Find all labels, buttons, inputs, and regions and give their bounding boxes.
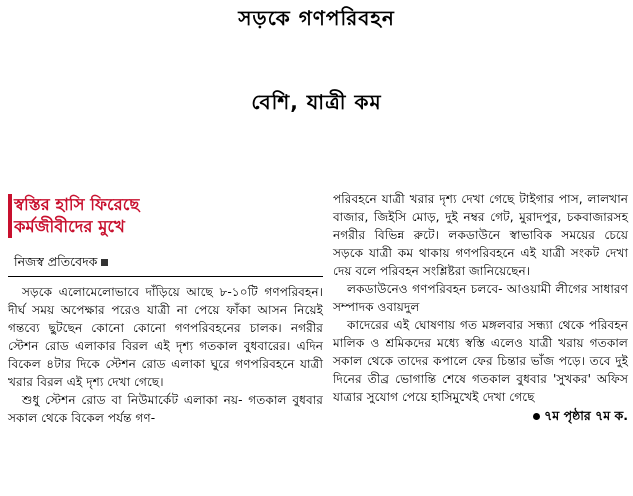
body-paragraph: কাদেরের এই ঘোষণায় গত মঙ্গলবার সন্ধ্যা থেকে পরিবহন মালিক ও শ্রমিকদের মধ্যে স্বস্তি এলেও যাত্রী খরায় গতকাল সকাল থেকে তাদের কপালে ফের চিন্তার ভাঁজ পড়ে। তবে দুই দিনের তীব্র ভোগান্তি শেষে গতকাল বুধবার 'সুখকর' অফিস যাত্রার সুযোগ পেয়ে হাসিমুখেই দেখা গেছে	[333, 318, 628, 404]
right-column	[333, 190, 628, 425]
byline	[8, 254, 323, 270]
body-paragraph: লকডাউনেও গণপরিবহন চলবে- আওয়ামী লীগের সাধারণ সম্পাদক ওবায়দুল	[333, 282, 628, 314]
byline-text: নিজস্ব প্রতিবেদক	[14, 254, 98, 269]
byline-divider	[8, 276, 323, 277]
headline-line-2: বেশি, যাত্রী কম	[251, 90, 382, 114]
left-column	[8, 190, 323, 427]
kicker	[8, 194, 323, 238]
kicker-line-2: কর্মজীবীদের মুখে	[14, 217, 125, 236]
headline-line-1: সড়কে গণপরিবহন	[238, 6, 395, 30]
kicker-line-1: স্বস্তির হাসি ফিরেছে	[14, 195, 140, 214]
kicker-accent-bar	[8, 194, 12, 238]
bullet-icon	[533, 413, 540, 420]
body-paragraph: সড়কে এলোমেলোভাবে দাঁড়িয়ে আছে ৮-১০টি গণপরিবহন। দীর্ঘ সময় অপেক্ষার পরেও যাত্রী না পেয়ে ফাঁকা আসন নিয়েই গন্তব্যে ছুটছেন কোনো কোনো গণপরিবহনের চালক। নগরীর স্টেশন রোড এলাকার বিরল এই দৃশ্য গতকাল বুধবারের। এদিন বিকেল ৪টার দিকে স্টেশন রোড এলাকা ঘুরে গণপরিবহনে যাত্রী খরার বিরল এই দৃশ্য দেখা গেছে।	[8, 285, 323, 389]
jump-text: ৭ম পৃষ্ঠার ৭ম ক.	[544, 408, 628, 423]
body-paragraph: শুধু স্টেশন রোড বা নিউমার্কেট এলাকা নয়- গতকাল বুধবার সকাল থেকে বিকেল পর্যন্ত গণ-	[8, 393, 323, 425]
body-paragraph: পরিবহনে যাত্রী খরার দৃশ্য দেখা গেছে টাইগার পাস, লালখান বাজার, জিইসি মোড়, দুই নম্বর গেট, মুরাদপুর, চকবাজারসহ নগরীর বিভিন্ন রুটে। লকডাউনে স্বাভাবিক সময়ের চেয়ে সড়কে যাত্রী কম থাকায় গণপরিবহনে এই যাত্রী সংকট দেখা দেয় বলে পরিবহন সংশ্লিষ্টরা জানিয়েছেন।	[333, 192, 628, 278]
continued-on-page[interactable]	[333, 407, 628, 425]
byline-square-icon	[101, 259, 108, 266]
